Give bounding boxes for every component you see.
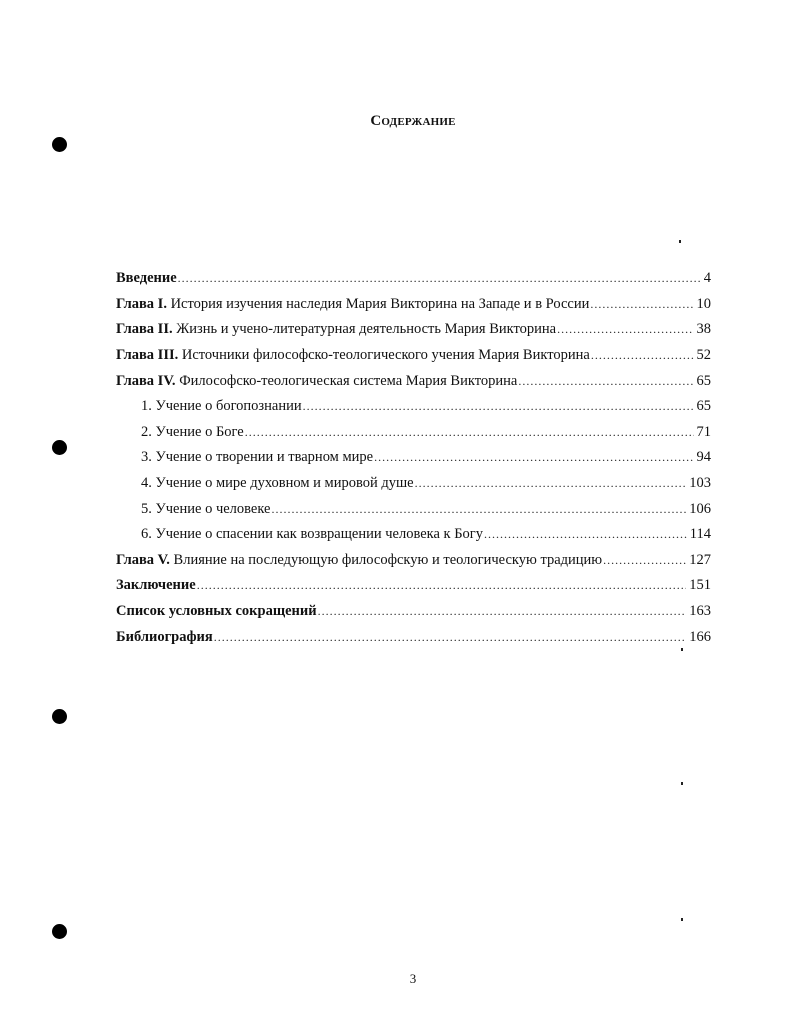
toc-subentry <box>116 394 711 420</box>
toc-entry-label: Введение <box>116 270 177 287</box>
toc-leader-dots <box>271 502 686 517</box>
toc-leader-dots <box>518 374 693 389</box>
toc-entry-title <box>116 347 590 364</box>
toc-subentry <box>116 522 711 548</box>
toc-entry-label: Заключение <box>116 577 196 594</box>
toc-entry-title <box>116 603 317 620</box>
toc-subentry <box>116 445 711 471</box>
binder-hole <box>52 924 67 939</box>
toc-leader-dots <box>591 348 694 363</box>
toc-page-number: 65 <box>696 398 711 415</box>
toc-entry <box>116 266 711 292</box>
toc-leader-dots <box>303 399 694 414</box>
page-number: 3 <box>409 971 417 986</box>
toc-entry-title <box>116 321 556 338</box>
toc-page-number: 38 <box>696 321 711 338</box>
toc-entry-title <box>141 475 414 492</box>
toc-subentry <box>116 420 711 446</box>
toc-page-number: 103 <box>689 475 711 492</box>
toc-page-number: 163 <box>689 603 711 620</box>
scan-speck <box>681 918 683 921</box>
toc-entry <box>116 317 711 343</box>
toc-leader-dots <box>197 578 687 593</box>
toc-entry <box>116 368 711 394</box>
toc-leader-dots <box>484 527 687 542</box>
toc-leader-dots <box>245 425 694 440</box>
toc-page-number: 166 <box>689 628 711 645</box>
toc-entry-title <box>116 373 517 390</box>
toc-entry-text: Влияние на последующую философскую и теологическую традицию <box>169 551 603 568</box>
toc-page-number: 114 <box>689 526 711 543</box>
toc-page-number: 127 <box>689 551 711 568</box>
toc-entry-label: Глава V. <box>116 551 170 568</box>
toc-leader-dots <box>415 476 687 491</box>
binder-hole <box>52 440 67 455</box>
toc-leader-dots <box>178 271 701 286</box>
toc-entry <box>116 624 711 650</box>
toc-page-number: 65 <box>696 372 711 389</box>
toc-entry <box>116 548 711 574</box>
toc-entry-text: 2. Учение о Боге <box>141 423 244 440</box>
toc-entry-title <box>116 552 602 569</box>
toc-subentry <box>116 496 711 522</box>
toc-page-number: 151 <box>689 577 711 594</box>
toc-entry-label: Глава IV. <box>116 372 176 389</box>
toc-entry-text: История изучения наследия Мария Викторина на Западе и в России <box>166 295 590 312</box>
toc-entry-label: Список условных сокращений <box>116 603 317 620</box>
toc-entry <box>116 343 711 369</box>
page-title: Содержание <box>370 113 456 129</box>
toc-page-number: 52 <box>696 347 711 364</box>
toc-leader-dots <box>590 297 693 312</box>
toc-entry-title <box>141 424 244 441</box>
toc-entry-text: 1. Учение о богопознании <box>141 398 302 415</box>
toc-page-number: 4 <box>703 270 711 287</box>
toc-leader-dots <box>603 553 686 568</box>
toc-entry-label: Глава II. <box>116 321 173 338</box>
toc-entry-text: 3. Учение о творении и тварном мире <box>141 449 374 466</box>
toc-leader-dots <box>214 630 687 645</box>
toc-entry <box>116 292 711 318</box>
toc-entry-title <box>116 577 196 594</box>
toc-entry-text: Философско-теологическая система Мария Викторина <box>175 372 518 389</box>
binder-hole <box>52 137 67 152</box>
toc-entry-title <box>141 398 302 415</box>
toc-entry-text: 6. Учение о спасении как возвращении человека к Богу <box>141 526 483 543</box>
toc-entry-text: 5. Учение о человеке <box>141 500 271 517</box>
scan-speck <box>679 240 681 243</box>
toc-entry-title <box>141 449 373 466</box>
toc-leader-dots <box>374 450 693 465</box>
toc-leader-dots <box>557 322 693 337</box>
toc-page-number: 10 <box>696 295 711 312</box>
toc-page-number: 71 <box>696 423 711 440</box>
toc-entry-title <box>116 270 177 287</box>
toc-entry-title <box>141 501 270 518</box>
toc-entry-label: Глава I. <box>116 295 167 312</box>
toc-subentry <box>116 471 711 497</box>
toc-leader-dots <box>318 604 687 619</box>
toc-entry-label: Глава III. <box>116 347 179 364</box>
toc-entry <box>116 573 711 599</box>
toc-entry <box>116 599 711 625</box>
toc-entry-text: 4. Учение о мире духовном и мировой душе <box>141 475 414 492</box>
binder-hole <box>52 709 67 724</box>
scan-speck <box>681 782 683 785</box>
toc-page-number: 94 <box>696 449 711 466</box>
toc-entry-title <box>141 526 483 543</box>
toc-page-number: 106 <box>689 500 711 517</box>
toc-entry-text: Источники философско-теологического учения Мария Викторина <box>178 347 590 364</box>
toc-entry-title <box>116 629 213 646</box>
table-of-contents <box>116 266 711 650</box>
toc-entry-title <box>116 296 589 313</box>
toc-entry-text: Жизнь и учено-литературная деятельность Мария Викторина <box>172 321 557 338</box>
toc-entry-label: Библиография <box>116 628 213 645</box>
